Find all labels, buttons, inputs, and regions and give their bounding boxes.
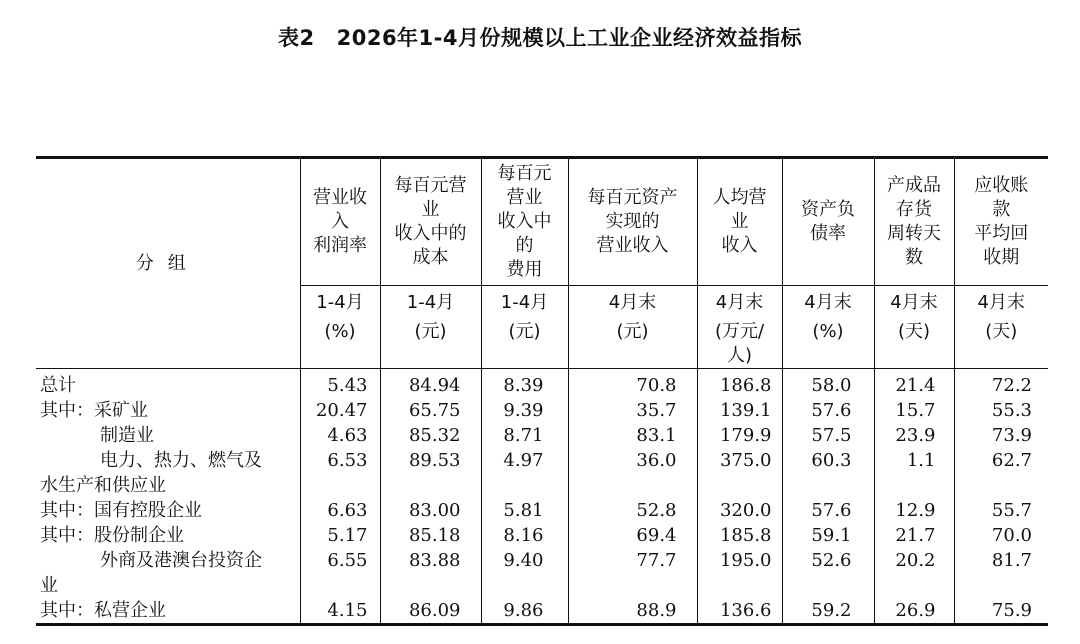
table-cell: 59.2 (782, 598, 874, 625)
table-cell (874, 573, 954, 598)
column-period: 4月末 (804, 292, 852, 313)
column-header-line: 业 (421, 199, 440, 220)
table-row (36, 473, 1048, 498)
table-cell: 21.4 (874, 369, 954, 399)
column-period: 4月末 (608, 292, 657, 313)
column-header-line: 费用 (506, 259, 543, 280)
table-cell: 186.8 (697, 369, 782, 399)
column-header-line: 人均营 (712, 187, 767, 208)
column-header-line: 产成品 (887, 175, 941, 196)
group-header: 分组 (36, 158, 300, 369)
column-unit (954, 286, 1048, 369)
row-label: 其中：股份制企业 (40, 525, 184, 546)
table-cell: 88.9 (568, 598, 697, 625)
table-cell: 62.7 (954, 448, 1048, 473)
table-row (36, 423, 1048, 448)
table-cell: 70.8 (568, 369, 697, 399)
column-unit (568, 286, 697, 369)
column-unit (380, 286, 481, 369)
column-header-line: 成本 (412, 247, 449, 268)
column-header-line: 每百元营 (394, 175, 467, 196)
table-row (36, 498, 1048, 523)
column-unit-label: (元) (414, 321, 447, 342)
table-cell: 320.0 (697, 498, 782, 523)
column-unit-label: (%) (324, 321, 356, 342)
table-cell: 23.9 (874, 423, 954, 448)
column-header-line: 款 (992, 199, 1011, 220)
table-cell (568, 473, 697, 498)
table-row (36, 369, 1048, 399)
row-label: 电力、热力、燃气及 (100, 450, 262, 471)
table-cell: 65.75 (380, 398, 481, 423)
table-cell: 36.0 (568, 448, 697, 473)
table-cell: 72.2 (954, 369, 1048, 399)
table-cell: 52.8 (568, 498, 697, 523)
column-header-line: 平均回 (974, 223, 1029, 244)
table-cell: 70.0 (954, 523, 1048, 548)
table-cell (300, 573, 380, 598)
table-cell: 85.18 (380, 523, 481, 548)
column-header-line: 数 (905, 247, 923, 268)
row-label: 总计 (40, 375, 76, 396)
row-label: 业 (40, 575, 58, 596)
table-cell: 4.15 (300, 598, 380, 625)
table-cell: 136.6 (697, 598, 782, 625)
column-header (380, 158, 481, 286)
column-header-line: 收入 (721, 235, 758, 256)
column-header-line: 营业收入 (596, 235, 669, 256)
column-header (481, 158, 568, 286)
table-row (36, 448, 1048, 473)
row-label: 其中：采矿业 (40, 400, 148, 421)
column-header-line: 债率 (810, 223, 846, 244)
table-cell: 4.63 (300, 423, 380, 448)
column-unit (874, 286, 954, 369)
column-unit (481, 286, 568, 369)
header-row (36, 158, 1048, 286)
table-cell: 55.3 (954, 398, 1048, 423)
table-cell (380, 473, 481, 498)
column-header (568, 158, 697, 286)
column-unit (782, 286, 874, 369)
table-cell: 5.17 (300, 523, 380, 548)
table-cell: 15.7 (874, 398, 954, 423)
table-cell: 83.88 (380, 548, 481, 573)
column-header-line: 利润率 (313, 235, 367, 256)
table-cell: 375.0 (697, 448, 782, 473)
table-cell: 69.4 (568, 523, 697, 548)
column-header (874, 158, 954, 286)
table-cell: 59.1 (782, 523, 874, 548)
table-cell: 57.6 (782, 498, 874, 523)
table-cell: 75.9 (954, 598, 1048, 625)
table-cell: 21.7 (874, 523, 954, 548)
column-header-line: 每百元 (497, 163, 552, 184)
table-cell: 20.47 (300, 398, 380, 423)
table-body (36, 369, 1048, 625)
column-header-line: 周转天 (887, 223, 941, 244)
table-row (36, 573, 1048, 598)
table-cell: 35.7 (568, 398, 697, 423)
table-cell: 9.39 (481, 398, 568, 423)
column-header-line: 存货 (896, 199, 932, 220)
column-period: 4月末 (715, 292, 764, 313)
table-cell (954, 573, 1048, 598)
column-unit-label: (天) (897, 321, 931, 342)
table-cell: 6.63 (300, 498, 380, 523)
column-header (697, 158, 782, 286)
table-cell: 77.7 (568, 548, 697, 573)
column-period: 4月末 (890, 292, 938, 313)
column-header-line: 收入中的 (394, 223, 467, 244)
column-unit-label: (元) (508, 321, 541, 342)
column-unit-label: (天) (985, 321, 1018, 342)
table-cell: 89.53 (380, 448, 481, 473)
table-cell (782, 473, 874, 498)
column-header-line: 业 (730, 211, 749, 232)
column-unit-label: (万元/人) (714, 321, 765, 366)
table-cell (954, 473, 1048, 498)
table-row (36, 398, 1048, 423)
column-header-line: 资产负 (801, 199, 855, 220)
table-number: 表2 (277, 26, 315, 50)
column-unit (300, 286, 380, 369)
table-cell: 185.8 (697, 523, 782, 548)
row-label: 其中：国有控股企业 (40, 500, 202, 521)
table-cell: 139.1 (697, 398, 782, 423)
table-cell (481, 573, 568, 598)
row-label: 制造业 (100, 425, 154, 446)
table-cell (380, 573, 481, 598)
table-cell: 26.9 (874, 598, 954, 625)
table-cell: 83.00 (380, 498, 481, 523)
table-cell: 4.97 (481, 448, 568, 473)
table-cell: 195.0 (697, 548, 782, 573)
table-row (36, 598, 1048, 625)
table-cell: 57.5 (782, 423, 874, 448)
table-cell: 86.09 (380, 598, 481, 625)
column-period: 1-4月 (500, 292, 549, 313)
column-unit-label: (元) (616, 321, 649, 342)
table-cell: 179.9 (697, 423, 782, 448)
table-cell: 58.0 (782, 369, 874, 399)
column-header (300, 158, 380, 286)
column-header (954, 158, 1048, 286)
row-label: 其中：私营企业 (40, 600, 166, 621)
table-cell: 81.7 (954, 548, 1048, 573)
table-title (0, 22, 1080, 52)
table-cell: 9.86 (481, 598, 568, 625)
column-header-line: 入 (331, 211, 349, 232)
table-cell: 83.1 (568, 423, 697, 448)
table-cell: 9.40 (481, 548, 568, 573)
table-row (36, 548, 1048, 573)
table-cell: 6.53 (300, 448, 380, 473)
column-header-line: 实现的 (605, 211, 660, 232)
table-cell (568, 573, 697, 598)
table-cell: 5.81 (481, 498, 568, 523)
column-header-line: 应收账 (974, 175, 1029, 196)
row-label: 水生产和供应业 (40, 475, 166, 496)
table-cell (697, 573, 782, 598)
row-label: 外商及港澳台投资企 (100, 550, 262, 571)
table-cell (300, 473, 380, 498)
column-header (782, 158, 874, 286)
table-cell: 60.3 (782, 448, 874, 473)
table-cell: 6.55 (300, 548, 380, 573)
column-header-line: 每百元资产 (587, 187, 678, 208)
table-cell: 8.16 (481, 523, 568, 548)
table-cell: 8.39 (481, 369, 568, 399)
table-cell: 85.32 (380, 423, 481, 448)
table-cell: 55.7 (954, 498, 1048, 523)
column-header-line: 营业收 (313, 187, 367, 208)
table-cell: 73.9 (954, 423, 1048, 448)
table-cell: 5.43 (300, 369, 380, 399)
column-period: 4月末 (977, 292, 1025, 313)
column-header-line: 营业 (506, 187, 543, 208)
table-cell (697, 473, 782, 498)
table-cell (481, 473, 568, 498)
table-cell (874, 473, 954, 498)
column-unit-label: (%) (812, 321, 844, 342)
column-period: 1-4月 (406, 292, 455, 313)
table-title-text: 2026年1-4月份规模以上工业企业经济效益指标 (336, 26, 802, 50)
table-cell: 84.94 (380, 369, 481, 399)
table-cell: 52.6 (782, 548, 874, 573)
column-header-line: 收期 (983, 247, 1020, 268)
table-cell (782, 573, 874, 598)
table-header (36, 158, 1048, 369)
column-period: 1-4月 (316, 292, 364, 313)
column-header-line: 收入中 (497, 211, 552, 232)
table-row (36, 523, 1048, 548)
table-cell: 20.2 (874, 548, 954, 573)
indicator-table (36, 156, 1048, 626)
column-header-line: 的 (515, 235, 534, 256)
table-cell: 8.71 (481, 423, 568, 448)
column-unit (697, 286, 782, 369)
table-cell: 12.9 (874, 498, 954, 523)
table-cell: 1.1 (874, 448, 954, 473)
table-cell: 57.6 (782, 398, 874, 423)
